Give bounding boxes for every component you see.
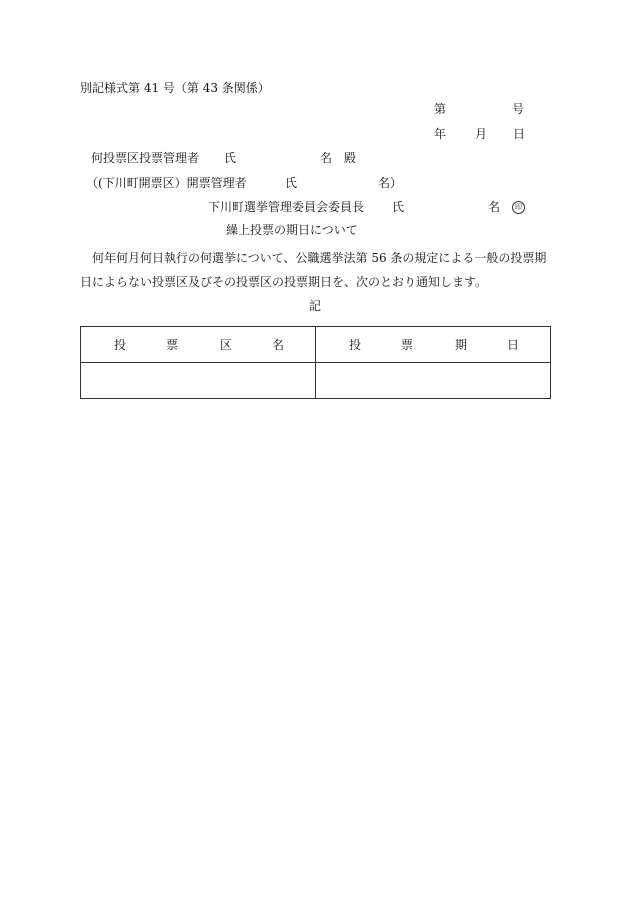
header-char: 名 (272, 338, 285, 352)
addressee-line-2 (86, 175, 403, 191)
addressee-1-mei: 名 (320, 151, 333, 165)
header-char: 票 (401, 338, 414, 352)
header-char: 期 (455, 338, 468, 352)
header-char: 投 (349, 338, 362, 352)
sender-shi: 氏 (392, 200, 405, 214)
addressee-1-shi: 氏 (224, 151, 237, 165)
cell-polling-date (316, 363, 551, 399)
form-label: 別記様式第 41 号（第 43 条関係） (80, 81, 270, 95)
addressee-1-honorific: 殿 (344, 151, 357, 165)
polling-table (80, 326, 551, 399)
number-suffix: 号 (512, 102, 525, 116)
addressee-line-1 (91, 150, 357, 166)
seal-mark: 印 (512, 201, 525, 214)
header-char: 区 (220, 338, 233, 352)
date-year: 年 (434, 127, 447, 141)
ki-heading: 記 (309, 299, 322, 313)
addressee-1-title: 何投票区投票管理者 (91, 151, 200, 165)
header-char: 投 (114, 338, 127, 352)
table-row (81, 363, 551, 399)
addressee-2-title: （(下川町開票区）開票管理者 (86, 176, 247, 190)
header-char: 日 (507, 338, 520, 352)
sender-title: 下川町選挙管理委員会委員長 (208, 200, 365, 214)
body-paragraph: 何年何月何日執行の何選挙について、公職選挙法第 56 条の規定による一般の投票期日によらない投票区及びその投票区の投票期日を、次のとおり通知します。 (80, 251, 547, 289)
header-char: 票 (166, 338, 179, 352)
header-polling-district-name (81, 327, 316, 363)
table-header-row (81, 327, 551, 363)
subject-line: 繰上投票の期日について (226, 223, 358, 237)
addressee-2-shi: 氏 (285, 176, 298, 190)
sender-line (208, 199, 522, 215)
header-polling-date (316, 327, 551, 363)
date-day: 日 (513, 127, 526, 141)
sender-mei: 名 (488, 200, 501, 214)
date-month: 月 (475, 127, 488, 141)
number-prefix: 第 (434, 102, 447, 116)
cell-polling-district-name (81, 363, 316, 399)
addressee-2-mei: 名） (378, 176, 403, 190)
